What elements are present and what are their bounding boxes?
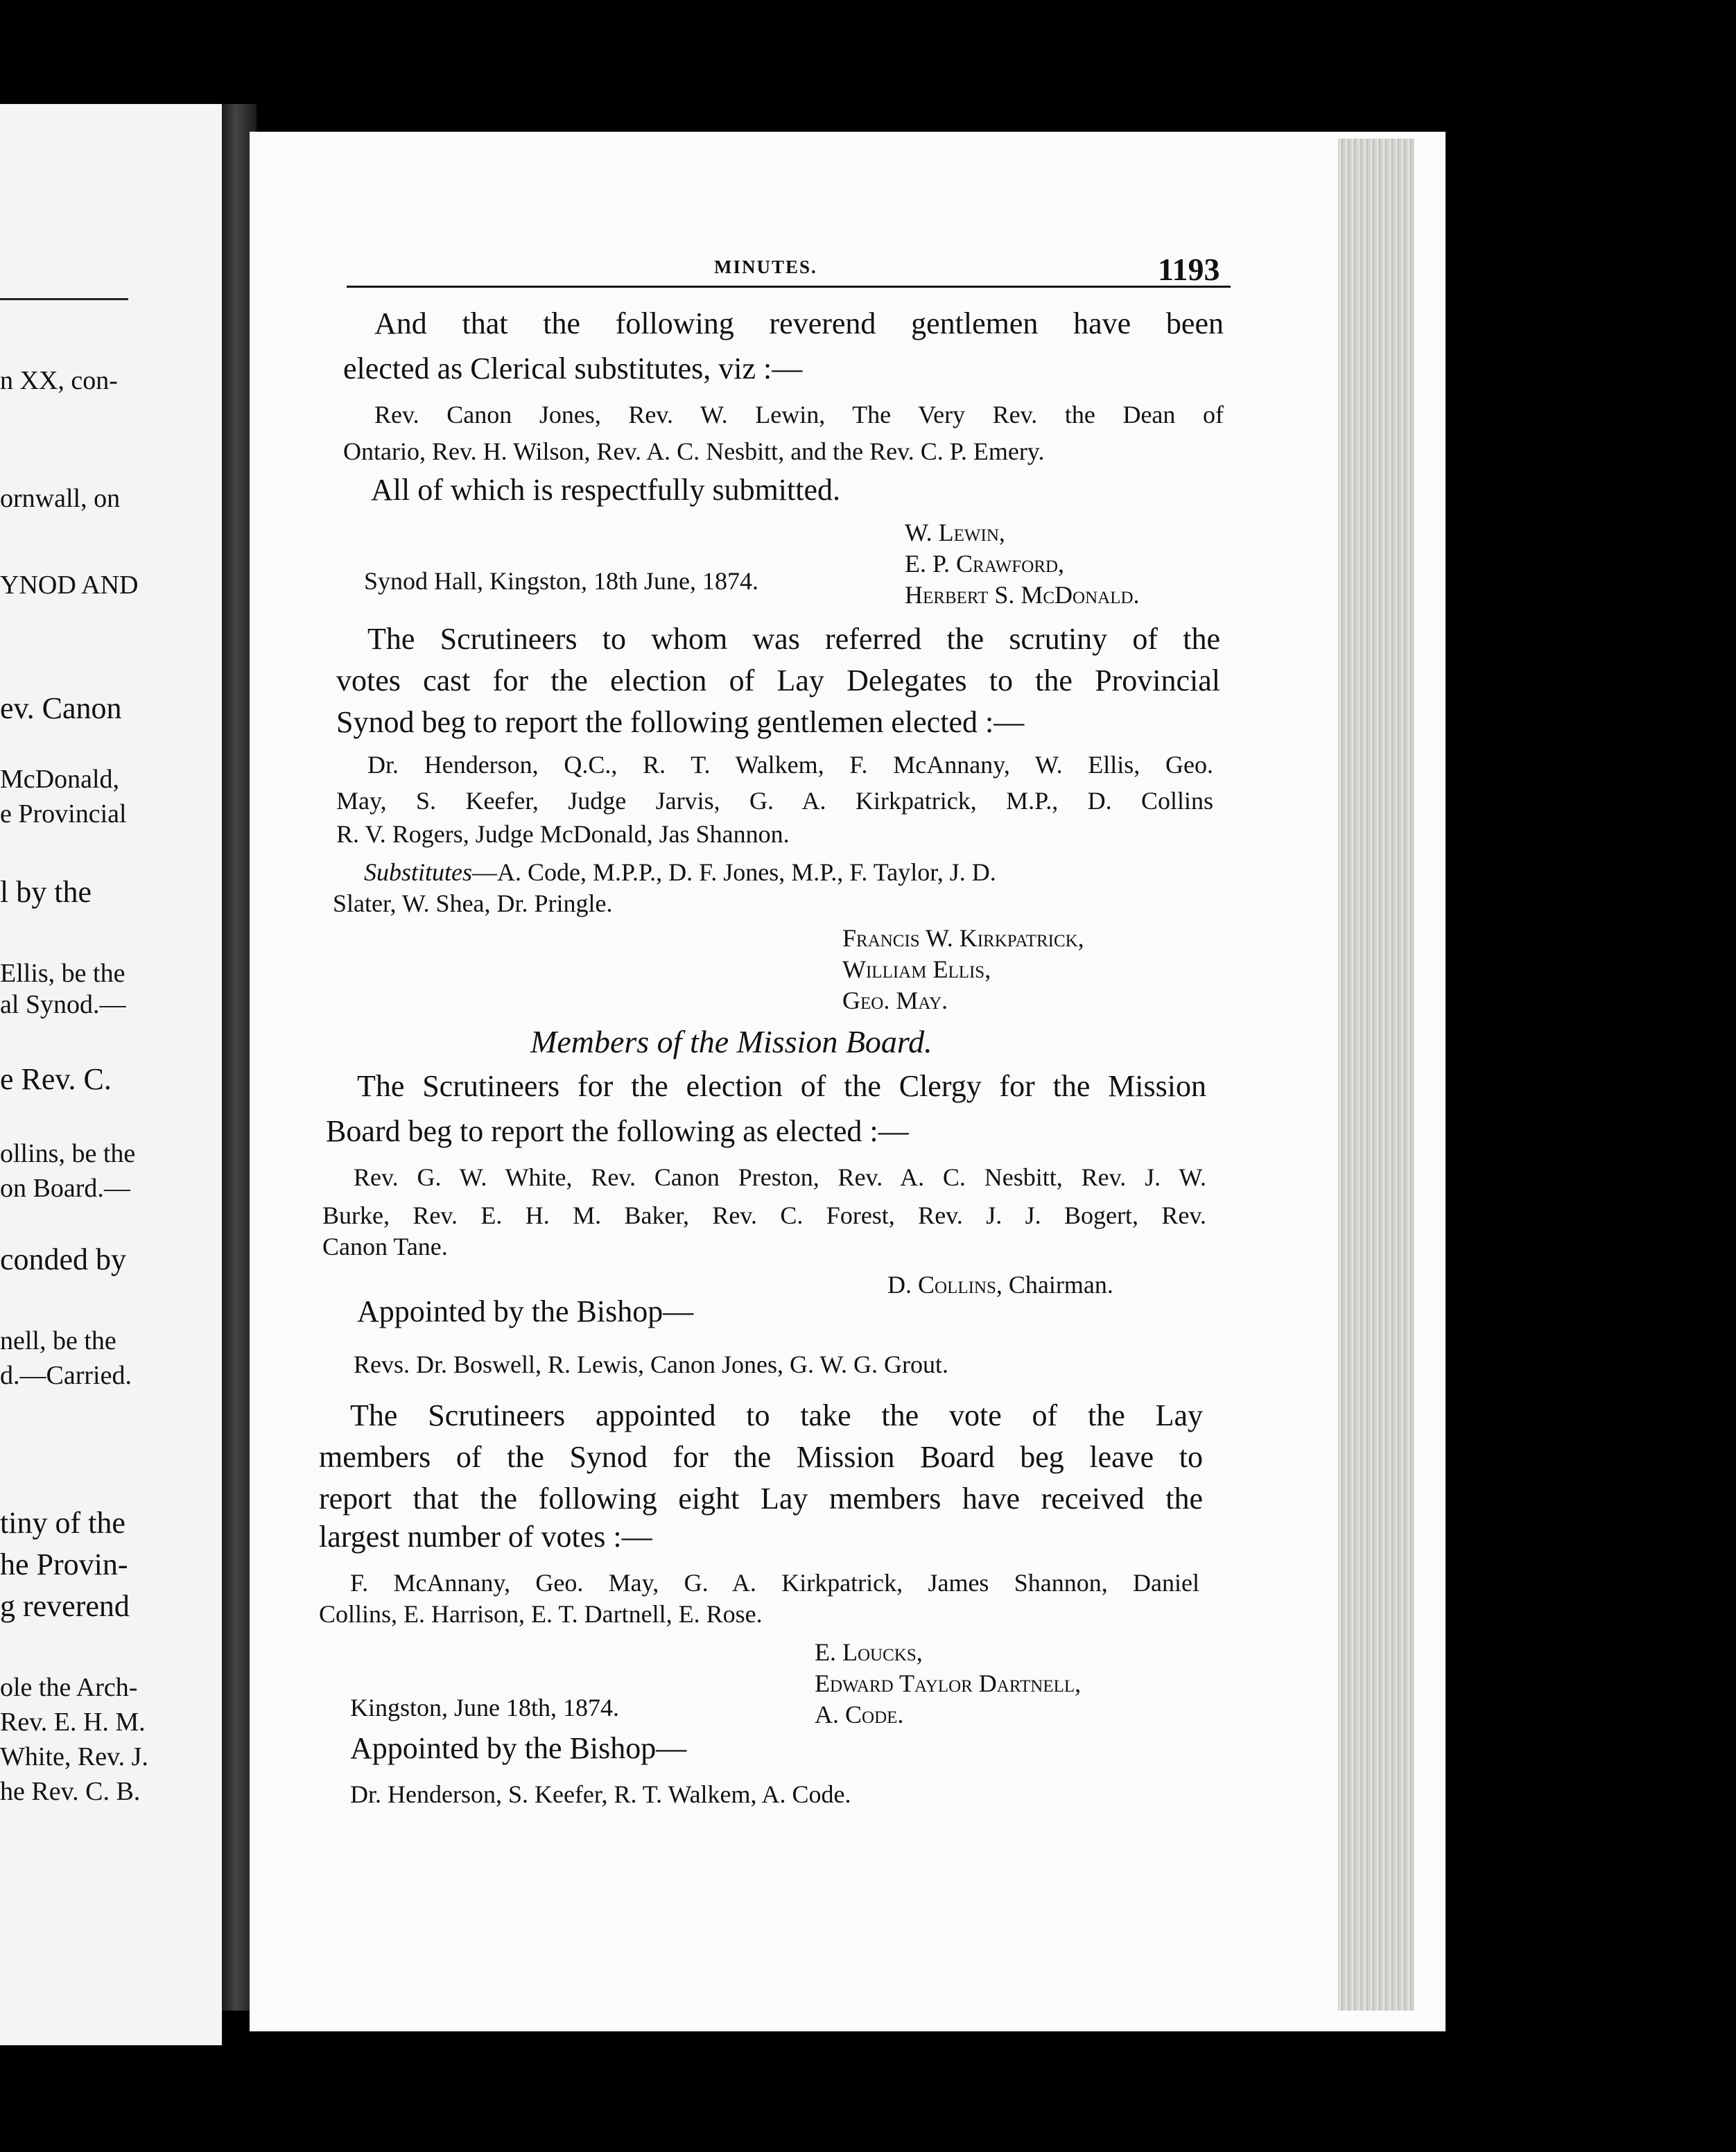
paragraph-line: Dr. Henderson, Q.C., R. T. Walkem, F. McAnnany, W. Ellis, Geo.: [367, 751, 1213, 779]
left-page-line: d.—Carried.: [0, 1361, 132, 1390]
left-page-line: nell, be the: [0, 1326, 116, 1355]
paragraph-line: The Scrutineers for the election of the Clergy for the Mission: [357, 1069, 1206, 1103]
left-page-line: McDonald,: [0, 765, 120, 794]
paragraph-line: Slater, W. Shea, Dr. Pringle.: [333, 890, 613, 917]
left-page-line: he Provin-: [0, 1547, 128, 1581]
left-page-line: al Synod.—: [0, 990, 126, 1019]
paragraph-line: report that the following eight Lay members have received the: [319, 1482, 1203, 1516]
left-page-line: e Provincial: [0, 799, 127, 828]
paragraph-line: Burke, Rev. E. H. M. Baker, Rev. C. Forest, Rev. J. J. Bogert, Rev.: [322, 1201, 1206, 1229]
paragraph-line: members of the Synod for the Mission Board beg leave to: [319, 1440, 1203, 1474]
paragraph-line: Appointed by the Bishop—: [357, 1294, 694, 1328]
chairman-title: Chairman.: [1008, 1271, 1113, 1299]
left-page-line: ev. Canon: [0, 691, 122, 725]
paragraph-line: Ontario, Rev. H. Wilson, Rev. A. C. Nesbitt, and the Rev. C. P. Emery.: [343, 437, 1045, 465]
paragraph-line: The Scrutineers to whom was referred the scrutiny of the: [367, 622, 1220, 656]
substitutes-text: —A. Code, M.P.P., D. F. Jones, M.P., F. Taylor, J. D.: [472, 858, 996, 886]
paragraph-line: elected as Clerical substitutes, viz :—: [343, 352, 803, 385]
left-page-line: YNOD AND: [0, 571, 139, 600]
paragraph-line: votes cast for the election of Lay Delegates to the Provincial: [336, 663, 1220, 697]
signature-line: E. Loucks,: [815, 1638, 923, 1666]
left-page-line: on Board.—: [0, 1174, 130, 1203]
signature-line: [887, 1272, 1113, 1297]
paragraph-line: Dr. Henderson, S. Keefer, R. T. Walkem, A. Code.: [350, 1780, 851, 1808]
left-page-line: ollins, be the: [0, 1139, 136, 1168]
left-page-line: conded by: [0, 1242, 127, 1276]
paragraph-line: Canon Tane.: [322, 1233, 448, 1260]
signature-line: Francis W. Kirkpatrick,: [842, 924, 1084, 952]
paragraph-line: F. McAnnany, Geo. May, G. A. Kirkpatrick, James Shannon, Daniel: [350, 1569, 1199, 1597]
section-heading: Members of the Mission Board.: [530, 1024, 932, 1059]
signature-line: A. Code.: [815, 1701, 904, 1728]
left-page-line: Rev. E. H. M.: [0, 1708, 146, 1737]
signature-line: Edward Taylor Dartnell,: [815, 1669, 1082, 1697]
paragraph-line: Board beg to report the following as elected :—: [326, 1114, 909, 1148]
left-page-line: n XX, con-: [0, 366, 118, 395]
left-page-line: he Rev. C. B.: [0, 1777, 141, 1806]
left-page-line: ole the Arch-: [0, 1673, 138, 1702]
paragraph-line: R. V. Rogers, Judge McDonald, Jas Shannon.: [336, 820, 790, 848]
date-line: Kingston, June 18th, 1874.: [350, 1694, 620, 1721]
paragraph-line: All of which is respectfully submitted.: [371, 473, 840, 507]
paragraph-line: Rev. Canon Jones, Rev. W. Lewin, The Very Rev. the Dean of: [374, 401, 1224, 428]
signature-line: Herbert S. McDonald.: [905, 581, 1140, 609]
left-page-line: l by the: [0, 875, 92, 909]
paragraph-line: Synod beg to report the following gentlemen elected :—: [336, 705, 1025, 739]
substitutes-label: Substitutes: [364, 858, 473, 886]
paragraph-line: largest number of votes :—: [319, 1520, 652, 1554]
running-head: MINUTES.: [714, 257, 817, 277]
left-page-line: White, Rev. J.: [0, 1742, 148, 1771]
paragraph-line: Appointed by the Bishop—: [350, 1731, 687, 1765]
left-page-line: ornwall, on: [0, 484, 121, 513]
paragraph-line: May, S. Keefer, Judge Jarvis, G. A. Kirkpatrick, M.P., D. Collins: [336, 787, 1213, 815]
paragraph-line: Revs. Dr. Boswell, R. Lewis, Canon Jones, G. W. G. Grout.: [354, 1351, 948, 1378]
header-rule: [347, 286, 1231, 288]
left-page-rule: [0, 298, 128, 300]
paragraph-line: [364, 860, 996, 885]
left-page-line: Ellis, be the: [0, 959, 125, 988]
paragraph-line: And that the following reverend gentlemen have been: [374, 306, 1224, 340]
page-edge: [1338, 139, 1414, 2011]
paragraph-line: Collins, E. Harrison, E. T. Dartnell, E. Rose.: [319, 1600, 763, 1628]
left-page-line: tiny of the: [0, 1506, 125, 1540]
signature-line: W. Lewin,: [905, 519, 1005, 546]
paragraph-line: Rev. G. W. White, Rev. Canon Preston, Rev. A. C. Nesbitt, Rev. J. W.: [354, 1163, 1206, 1191]
paragraph-line: The Scrutineers appointed to take the vote of the Lay: [350, 1398, 1203, 1432]
left-page-line: e Rev. C.: [0, 1062, 112, 1096]
signature-line: Geo. May.: [842, 987, 948, 1014]
signature-line: William Ellis,: [842, 955, 991, 983]
signature-line: E. P. Crawford,: [905, 550, 1065, 578]
page-number: 1193: [1158, 252, 1220, 287]
left-page-line: g reverend: [0, 1589, 130, 1623]
date-line: Synod Hall, Kingston, 18th June, 1874.: [364, 567, 759, 595]
chairman-name: D. Collins,: [887, 1271, 1002, 1299]
